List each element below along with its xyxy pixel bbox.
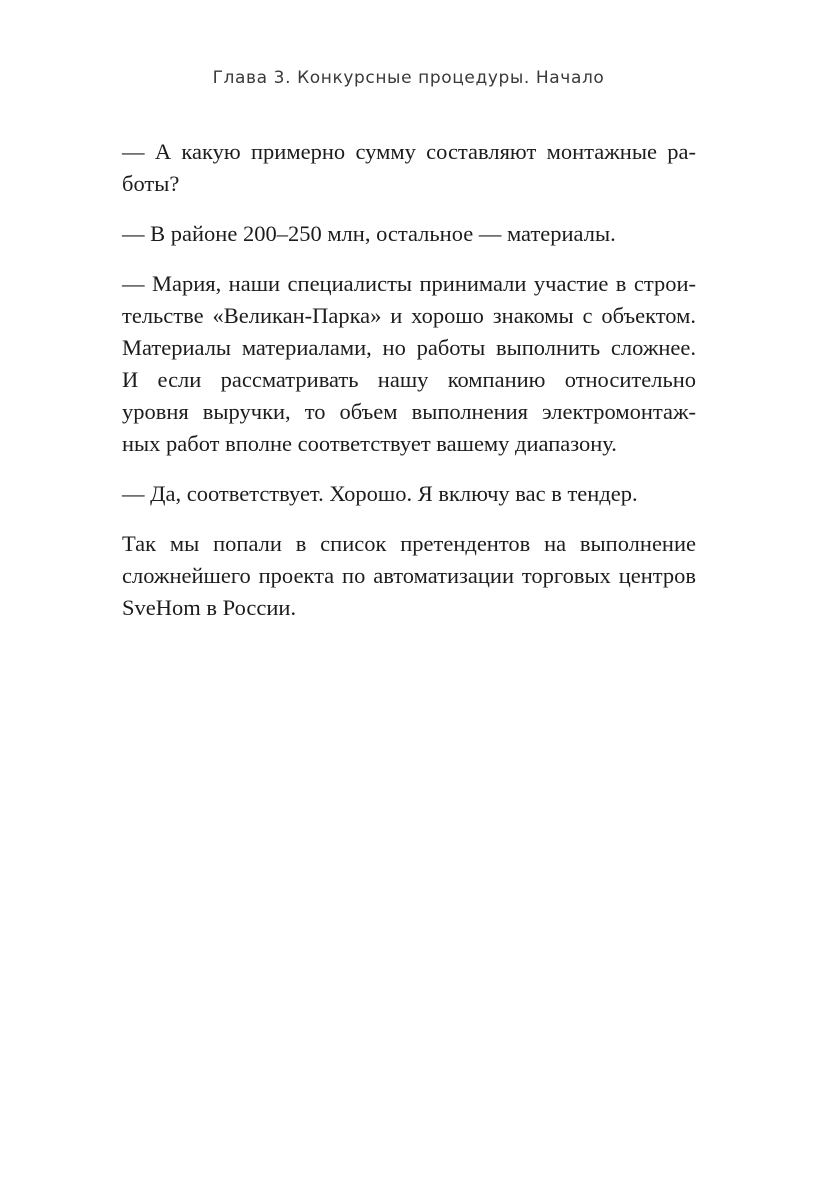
text-line: ных работ вполне соответствует вашему диапазону. [122,431,617,456]
text-line: — А какую примерно сумму составляют монтажные ра- [122,139,696,164]
text-line: Материалы материалами, но работы выполнить сложнее. [122,335,696,360]
text-line: уровня выручки, то объем выполнения электромонтаж- [122,399,696,424]
paragraph-pitch [122,268,696,460]
text-line: SveHom в России. [122,595,297,620]
body-text [122,136,696,642]
text-line: тельстве «Великан-Парка» и хорошо знакомы с объектом. [122,303,696,328]
text-line: Так мы попали в список претендентов на выполнение [122,531,696,556]
paragraph-agreement [122,478,696,510]
text-line: — В районе 200–250 млн, остальное — материалы. [122,221,616,246]
text-line: — Мария, наши специалисты принимали участие в строи- [122,271,696,296]
paragraph-conclusion [122,528,696,624]
paragraph-question [122,136,696,200]
text-line: И если рассматривать нашу компанию относительно [122,367,696,392]
text-line: — Да, соответствует. Хорошо. Я включу вас в тендер. [122,481,638,506]
text-line: сложнейшего проекта по автоматизации торговых центров [122,563,696,588]
text-line: боты? [122,171,180,196]
running-header: Глава 3. Конкурсные процедуры. Начало [212,68,605,88]
paragraph-answer [122,218,696,250]
